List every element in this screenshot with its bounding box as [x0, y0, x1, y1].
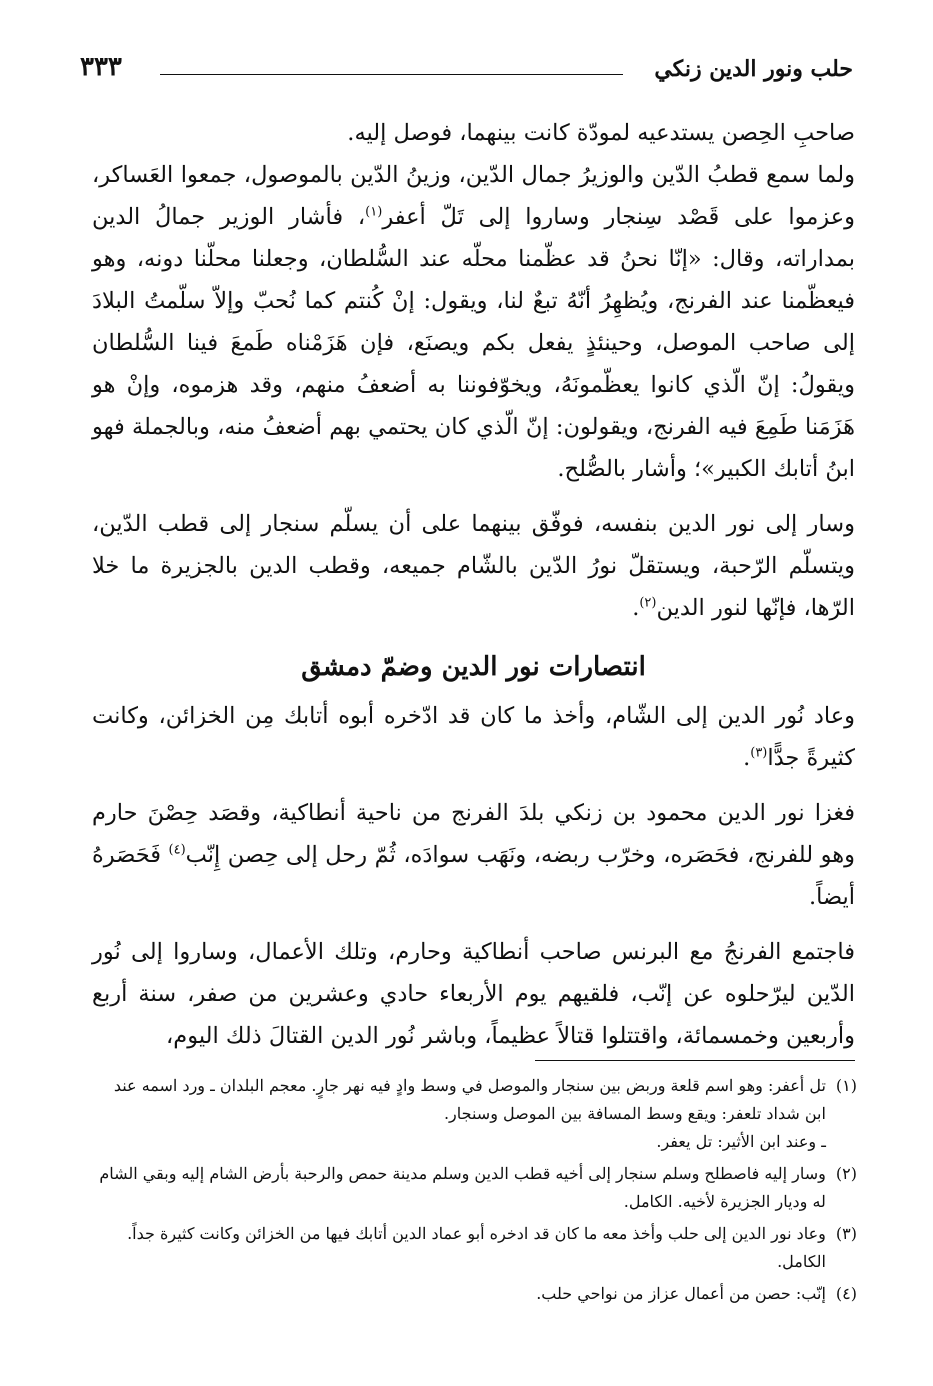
- paragraph-6: [92, 931, 855, 1057]
- paragraph-text: فغزا نور الدين محمود بن زنكي بلدَ الفرنج من ناحية أنطاكية، وقصَد حِصْنَ حارم وهو للفرنج، فحَصَره، وخرّب ربضه، ونَهَب سوادَه، ثُمّ رحل إلى حِصن إِنّب: [92, 800, 855, 868]
- footnote-ref: (٣): [750, 745, 768, 761]
- paragraph-text-continued: ، فأشار الوزير جمالُ الدين بمداراته، وقال: «إنّا نحنُ قد عظّمنا محلّه عند السُّلطان، وجعلنا محلّنا دونه، وهو فيعظّمنا عند الفرنج، ويُظهِرُ أنّهُ تبعٌ لنا، ويقول: إنْ كُنتم كما نُحبّ وإلاّ سلّمتُ البلادَ إلى صاحب الموصل، وحينئذٍ يفعل بكم ويصنَع، فإن هَزَمْناه طَمعَ فينا السُّلطان ويقولُ: إنّ الّذي كانوا يعظّمونَهُ، ويخوّفوننا به أضعفُ منهم، وقد هزموه، وإنْ هو هَزَمَنا طَمِعَ فيه الفرنج، ويقولون: إنّ الّذي كان يحتمي بهم أضعفُ منه، وبالجملة فهو ابنُ أتابك الكبير»؛ وأشار بالصُّلح.: [92, 204, 855, 482]
- footnote-ref: (٢): [639, 595, 657, 611]
- paragraph-3: [92, 503, 855, 629]
- footnote-text: وسار إليه فاصطلح وسلم سنجار إلى أخيه قطب الدين وسلم مدينة حمص والرحبة بأرض الشام إليه وبقي الشام له وديار الجزيرة لأخيه. الكامل.: [99, 1164, 826, 1211]
- footnote-text: وعاد نور الدين إلى حلب وأخذ معه ما كان قد ادخره أبو عماد الدين أتابك فيها من الخزائن وكانت كثيرة جداً. الكامل.: [127, 1224, 826, 1271]
- paragraph-2: [92, 154, 855, 490]
- paragraph-4: [92, 695, 855, 779]
- paragraph-text: ولما سمع قطبُ الدّين والوزيرُ جمال الدّين، وزينُ الدّين بالموصول، جمعوا العَساكر، وعزموا على قَصْد سِنجار وساروا إلى تَلّ أعفر: [92, 162, 855, 230]
- running-title: حلب ونور الدين زنكي: [654, 56, 853, 82]
- main-text: [92, 112, 855, 1057]
- footnotes: [92, 1072, 857, 1312]
- footnote-2: [92, 1160, 857, 1216]
- header-rule: [160, 74, 623, 75]
- paragraph-text-continued: فَحَصَرهُ أيضاً.: [92, 842, 855, 910]
- footnote-number: (١): [835, 1076, 857, 1095]
- paragraph-text: صاحبِ الحِصن يستدعيه لمودّة كانت بينهما، فوصل إليه.: [347, 120, 855, 146]
- paragraph-5: [92, 792, 855, 918]
- footnote-text: ـ وعند ابن الأثير: تل يعفر.: [656, 1132, 826, 1151]
- footnote-text: إنّب: حصن من أعمال عزاز من نواحي حلب.: [536, 1284, 826, 1303]
- paragraph-1: [92, 112, 855, 154]
- footnote-1: [92, 1072, 857, 1156]
- paragraph-text: فاجتمع الفرنجُ مع البرنس صاحب أنطاكية وحارم، وتلك الأعمال، وساروا إلى نُور الدّين ليرّحلوه عن إنّب، فلقيهم يوم الأربعاء حادي وعشرين من صفر، سنة أربع وأربعين وخمسمائة، واقتتلوا قتالاً عظيماً، وباشر نُور الدين القتالَ ذلك اليوم،: [92, 939, 855, 1049]
- paragraph-text: وسار إلى نور الدين بنفسه، فوفّق بينهما على أن يسلّم سنجار إلى قطب الدّين، ويتسلّم الرّحبة، ويستقلّ نورُ الدّين بالشّام جميعه، وقطب الدين بالجزيرة ما خلا الرّها، فإنّها لنور الدين: [92, 511, 855, 621]
- footnote-4: [92, 1280, 857, 1308]
- footnote-number: (٢): [835, 1164, 857, 1183]
- paragraph-text-continued: .: [632, 595, 640, 621]
- footnote-text: تل أعفر: وهو اسم قلعة وربض بين سنجار والموصل في وسط وادٍ فيه نهر جارٍ. معجم البلدان ـ ورد اسمه عند ابن شداد تلعفر: ويقع وسط المسافة بين الموصل وسنجار.: [113, 1076, 826, 1123]
- footnote-ref: (١): [365, 204, 383, 220]
- paragraph-text-continued: .: [743, 745, 751, 771]
- page-header: [80, 50, 853, 90]
- footnote-number: (٣): [835, 1224, 857, 1243]
- footnote-body: [92, 1072, 826, 1156]
- footnote-number: (٤): [835, 1284, 857, 1303]
- footnote-3: [92, 1220, 857, 1276]
- footnote-ref: (٤): [168, 842, 186, 858]
- section-heading: انتصارات نور الدين وضمّ دمشق: [301, 652, 646, 682]
- footnotes-divider: [535, 1060, 855, 1061]
- paragraph-text: وعاد نُور الدين إلى الشّام، وأخذ ما كان قد ادّخره أبوه أتابك مِن الخزائن، وكانت كثيرةً جدًّا: [92, 703, 855, 771]
- page-number: ٣٣٣: [80, 52, 122, 82]
